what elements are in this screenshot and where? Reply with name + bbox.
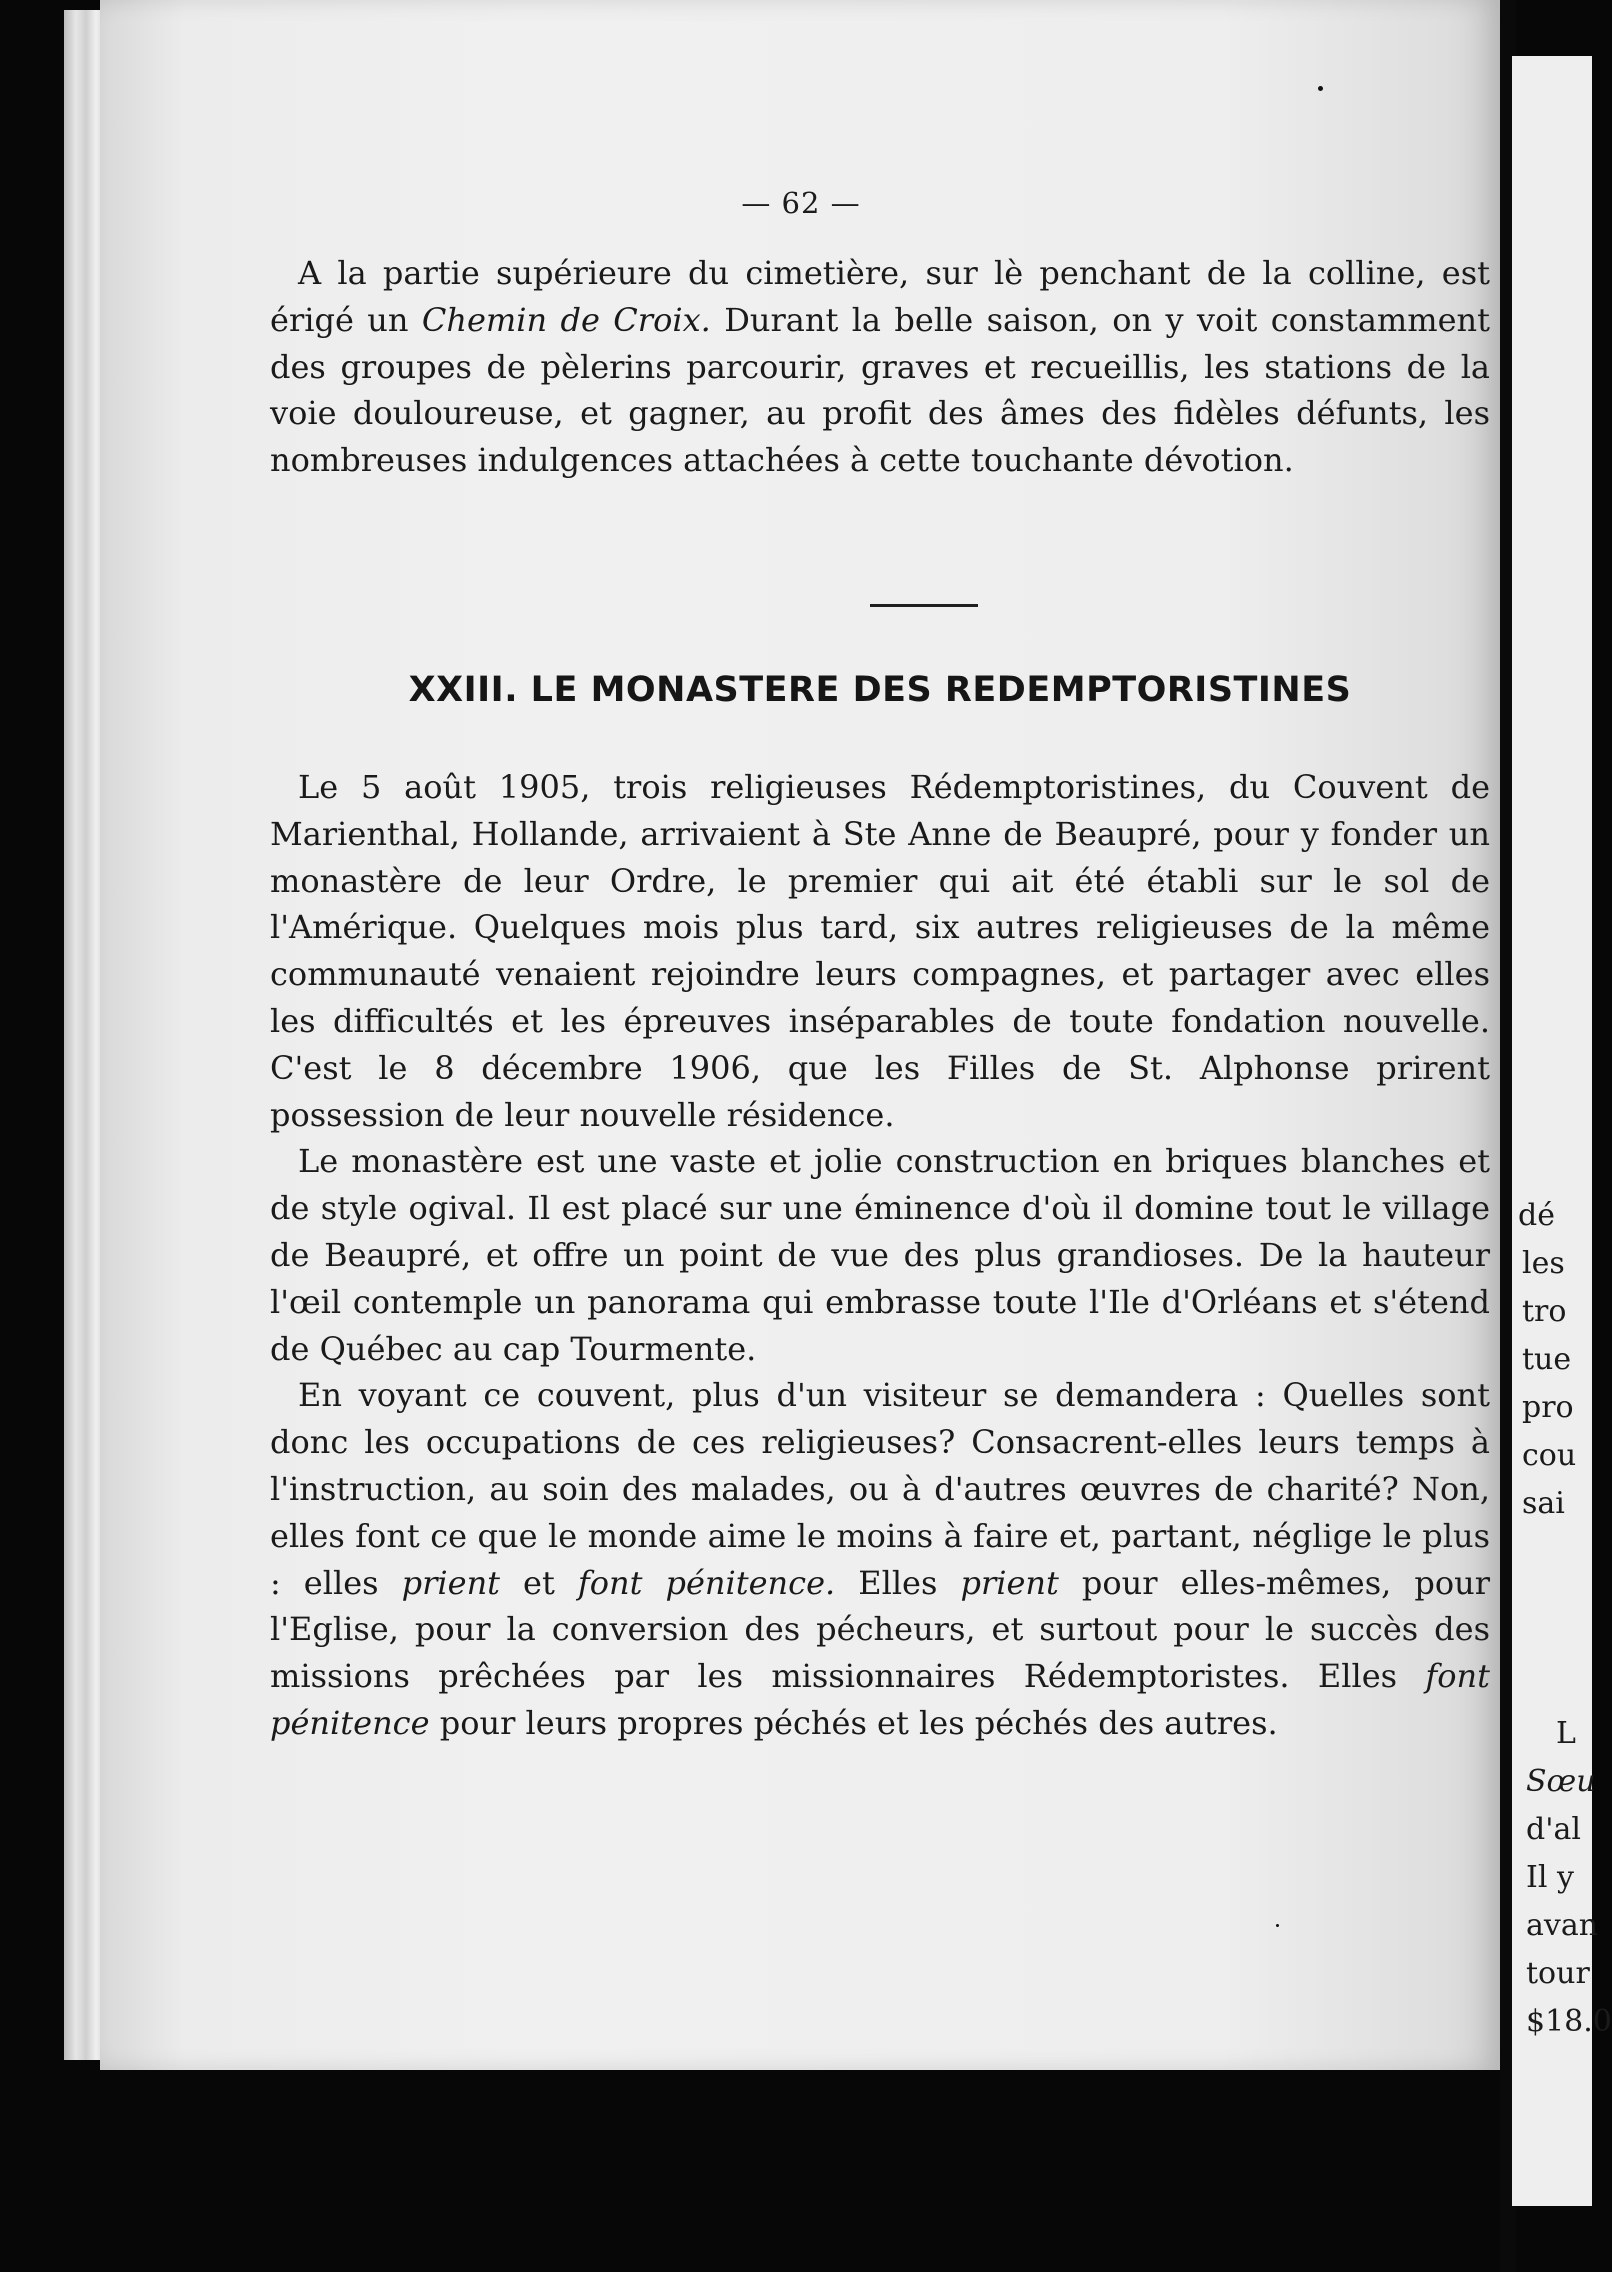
- intro-italic-chemin: Chemin de Croix.: [421, 300, 711, 339]
- p3-text-a: En voyant ce couvent, plus d'un visiteur se demandera : Quelles sont donc les occupations de ces religieuses? Consacrent-elles leurs temps à l'instruction, au soin des malades, ou à d'autres œuvres de charité? Non, elles font ce que le monde aime le moins à faire et, partant, néglige le plus : elles: [270, 1376, 1490, 1602]
- right-fragment-line: tro: [1522, 1294, 1567, 1329]
- p3-text-b: et: [500, 1563, 578, 1602]
- right-page-fragment: [1512, 56, 1612, 2206]
- print-speck: [1318, 86, 1323, 91]
- intro-text-end: Durant la belle saison, on y voit constamment des groupes de pèlerins parcourir, graves et recueillis, les stations de la voie douloureuse, et gagner, au profit des âmes des fidèles défunts, les nombreuses indulgences attachées à cette touchante dévotion.: [270, 300, 1491, 480]
- right-fragment-line: cou: [1522, 1438, 1577, 1473]
- page-edges: [64, 10, 104, 2060]
- p3-italic-penitence-2: font pénitence: [270, 1657, 1490, 1742]
- p3-text-d: pour elles-mêmes, pour l'Eglise, pour la conversion des pécheurs, et surtout pour le succès des missions prêchées par les missionnaires Rédemptoristes. Elles: [270, 1563, 1491, 1696]
- intro-text-start: A la partie supérieure du cimetière, sur lè penchant de la colline, est érigé un: [270, 254, 1490, 339]
- print-speck: [1276, 1924, 1279, 1927]
- right-fragment-line: $18.0: [1526, 2004, 1612, 2039]
- intro-paragraph: [270, 250, 1490, 484]
- paragraph-2: Le monastère est une vaste et jolie construction en briques blanches et de style ogival. Il est placé sur une éminence d'où il domine tout le village de Beaupré, et offre un point de vue des plus grandioses. De la hauteur l'œil contemple un panorama qui embrasse toute l'Ile d'Orléans et s'étend de Québec au cap Tourmente.: [270, 1142, 1490, 1368]
- p3-text-e: pour leurs propres péchés et les péchés des autres.: [429, 1703, 1278, 1742]
- paragraph-1: Le 5 août 1905, trois religieuses Rédemptoristines, du Couvent de Marienthal, Hollande, arrivaient à Ste Anne de Beaupré, pour y fonder un monastère de leur Ordre, le premier qui ait été établi sur le sol de l'Amérique. Quelques mois plus tard, six autres religieuses de la même communauté venaient rejoindre leurs compagnes, et partager avec elles les difficultés et les épreuves inséparables de toute fondation nouvelle. C'est le 8 décembre 1906, que les Filles de St. Alphonse prirent possession de leur nouvelle résidence.: [270, 768, 1490, 1134]
- p3-italic-penitence-1: font pénitence.: [577, 1563, 836, 1602]
- right-fragment-line: sai: [1522, 1486, 1565, 1521]
- section-heading: XXIII. LE MONASTERE DES REDEMPTORISTINES: [408, 670, 1352, 710]
- right-fragment-line: d'al: [1526, 1812, 1581, 1847]
- right-fragment-line: avan: [1526, 1908, 1599, 1943]
- p3-italic-prient-1: prient: [401, 1563, 501, 1602]
- left-page: [100, 0, 1502, 2070]
- right-fragment-line: Il y: [1526, 1860, 1574, 1895]
- paragraph-3: [270, 1372, 1490, 1746]
- p3-text-c: Elles: [835, 1563, 961, 1602]
- right-fragment-line: tue: [1522, 1342, 1572, 1377]
- page-number: — 62 —: [741, 186, 861, 220]
- p3-italic-prient-2: prient: [960, 1563, 1059, 1602]
- right-fragment-line: tour: [1526, 1956, 1590, 1991]
- right-fragment-line: les: [1522, 1246, 1565, 1281]
- section-divider: [870, 604, 978, 607]
- intro-block: [270, 250, 1490, 484]
- right-fragment-line: L: [1556, 1716, 1576, 1751]
- section-body: [270, 764, 1490, 1747]
- right-fragment-line: pro: [1522, 1390, 1574, 1425]
- right-fragment-line: Sœu: [1526, 1764, 1596, 1799]
- right-fragment-line: dé: [1518, 1198, 1555, 1233]
